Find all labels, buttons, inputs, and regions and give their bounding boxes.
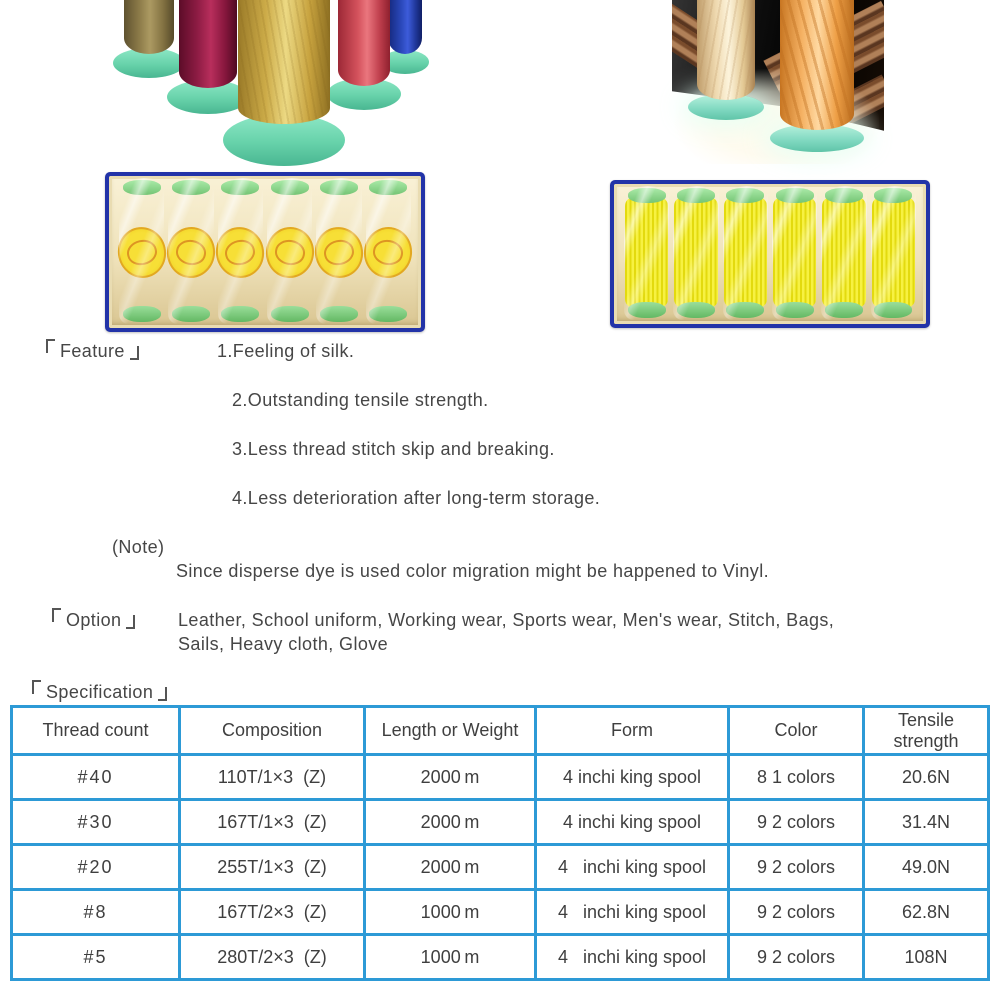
cell-thread-count: #30 [12, 800, 180, 845]
cell-thread-count: #8 [12, 890, 180, 935]
spool-cap [123, 306, 161, 322]
spool-thread [773, 197, 816, 308]
cell-composition: 167T/1×3 (Z) [180, 800, 365, 845]
table-row [12, 890, 989, 935]
cell-length: 2000 m [365, 845, 536, 890]
spool-body [697, 0, 755, 100]
option-label-text: Option [66, 610, 122, 630]
close-corner-bracket [126, 615, 135, 629]
packed-orange-spool [168, 180, 213, 322]
packed-orange-spool [316, 180, 361, 322]
spool-cap [369, 180, 407, 195]
spool-cap [221, 306, 259, 322]
packed-orange-spool [218, 180, 263, 322]
feature-item: 1.Feeling of silk. [217, 341, 355, 361]
packed-orange-spool [366, 180, 411, 322]
gold-spool [223, 0, 345, 166]
specification-label-text: Specification [46, 682, 154, 702]
cell-form: 4 inchi king spool [536, 845, 729, 890]
option-label [52, 610, 135, 631]
spool-cap [874, 188, 912, 203]
orange-spools-box [105, 172, 425, 332]
spool-cap [320, 180, 358, 195]
table-row [12, 935, 989, 980]
yellow-spools-box [610, 180, 930, 328]
col-header-tensile-strength: Tensile strength [864, 707, 989, 755]
spool-cap [677, 188, 715, 203]
open-corner-bracket [32, 680, 41, 694]
spool-thread [822, 197, 865, 308]
lit-spools-photo [672, 0, 884, 152]
cell-length: 1000 m [365, 890, 536, 935]
cell-form: 4 inchi king spool [536, 935, 729, 980]
option-text-line2: Sails, Heavy cloth, Glove [178, 634, 389, 654]
spool-thread [674, 197, 717, 308]
col-header-color: Color [729, 707, 864, 755]
cream-spool [688, 0, 764, 120]
feature-label [46, 341, 139, 362]
col-header-form: Form [536, 707, 729, 755]
cell-composition: 167T/2×3 (Z) [180, 890, 365, 935]
col-header-composition: Composition [180, 707, 365, 755]
spool-cap [677, 302, 715, 318]
cell-thread-count: #40 [12, 755, 180, 800]
packed-spools-row [624, 188, 916, 318]
cell-tensile: 108N [864, 935, 989, 980]
cell-form: 4 inchi king spool [536, 890, 729, 935]
cell-length: 2000 m [365, 800, 536, 845]
cell-composition: 255T/1×3 (Z) [180, 845, 365, 890]
spool-cap [369, 306, 407, 322]
packed-yellow-spool [871, 188, 916, 318]
cell-tensile: 49.0N [864, 845, 989, 890]
spool-cap [172, 306, 210, 322]
cell-thread-count: #5 [12, 935, 180, 980]
table-row [12, 845, 989, 890]
spool-thread [872, 197, 915, 308]
packed-yellow-spool [673, 188, 718, 318]
spool-cap [776, 188, 814, 203]
packed-spools-row [119, 180, 411, 322]
open-corner-bracket [52, 608, 61, 622]
spool-cap [271, 180, 309, 195]
cell-form: 4 inchi king spool [536, 800, 729, 845]
specification-table [10, 705, 990, 981]
cell-color: 8 1 colors [729, 755, 864, 800]
spool-cap [320, 306, 358, 322]
cell-color: 9 2 colors [729, 845, 864, 890]
specification-label [32, 682, 167, 703]
table-row [12, 755, 989, 800]
note-label: (Note) [112, 537, 165, 557]
feature-item: 3.Less thread stitch skip and breaking. [232, 439, 555, 459]
cell-color: 9 2 colors [729, 800, 864, 845]
table-header-row [12, 707, 989, 755]
col-header-thread-count: Thread count [12, 707, 180, 755]
packed-yellow-spool [723, 188, 768, 318]
spool-cap [172, 180, 210, 195]
spool-cap [123, 180, 161, 195]
spool-body [780, 0, 854, 130]
cell-tensile: 62.8N [864, 890, 989, 935]
spool-body [238, 0, 330, 124]
packed-yellow-spool [821, 188, 866, 318]
loose-spools-photo [105, 0, 425, 168]
cell-tensile: 20.6N [864, 755, 989, 800]
option-text-line1: Leather, School uniform, Working wear, Sports wear, Men's wear, Stitch, Bags, [178, 610, 835, 630]
spool-cap [825, 302, 863, 318]
packed-orange-spool [267, 180, 312, 322]
note-text: Since disperse dye is used color migration might be happened to Vinyl. [176, 561, 769, 581]
spool-cap [221, 180, 259, 195]
feature-item: 2.Outstanding tensile strength. [232, 390, 489, 410]
spool-cap [628, 188, 666, 203]
orange-spool [770, 2, 864, 152]
spool-thread [625, 197, 668, 308]
cell-form: 4 inchi king spool [536, 755, 729, 800]
cell-color: 9 2 colors [729, 890, 864, 935]
packed-orange-spool [119, 180, 164, 322]
spool-cap [628, 302, 666, 318]
cell-color: 9 2 colors [729, 935, 864, 980]
spool-cap [874, 302, 912, 318]
feature-item: 4.Less deterioration after long-term storage. [232, 488, 601, 508]
close-corner-bracket [130, 346, 139, 360]
spool-cap [726, 302, 764, 318]
col-header-length-or-weight: Length or Weight [365, 707, 536, 755]
cell-length: 2000 m [365, 755, 536, 800]
spool-cap [776, 302, 814, 318]
cell-composition: 110T/1×3 (Z) [180, 755, 365, 800]
spool-cap [825, 188, 863, 203]
cell-tensile: 31.4N [864, 800, 989, 845]
packed-yellow-spool [772, 188, 817, 318]
open-corner-bracket [46, 339, 55, 353]
cell-length: 1000 m [365, 935, 536, 980]
spool-cap [726, 188, 764, 203]
cell-thread-count: #20 [12, 845, 180, 890]
table-row [12, 800, 989, 845]
spool-cap [271, 306, 309, 322]
spool-body [338, 0, 390, 86]
feature-label-text: Feature [60, 341, 125, 361]
cell-composition: 280T/2×3 (Z) [180, 935, 365, 980]
spool-thread [724, 197, 767, 308]
packed-yellow-spool [624, 188, 669, 318]
close-corner-bracket [158, 687, 167, 701]
